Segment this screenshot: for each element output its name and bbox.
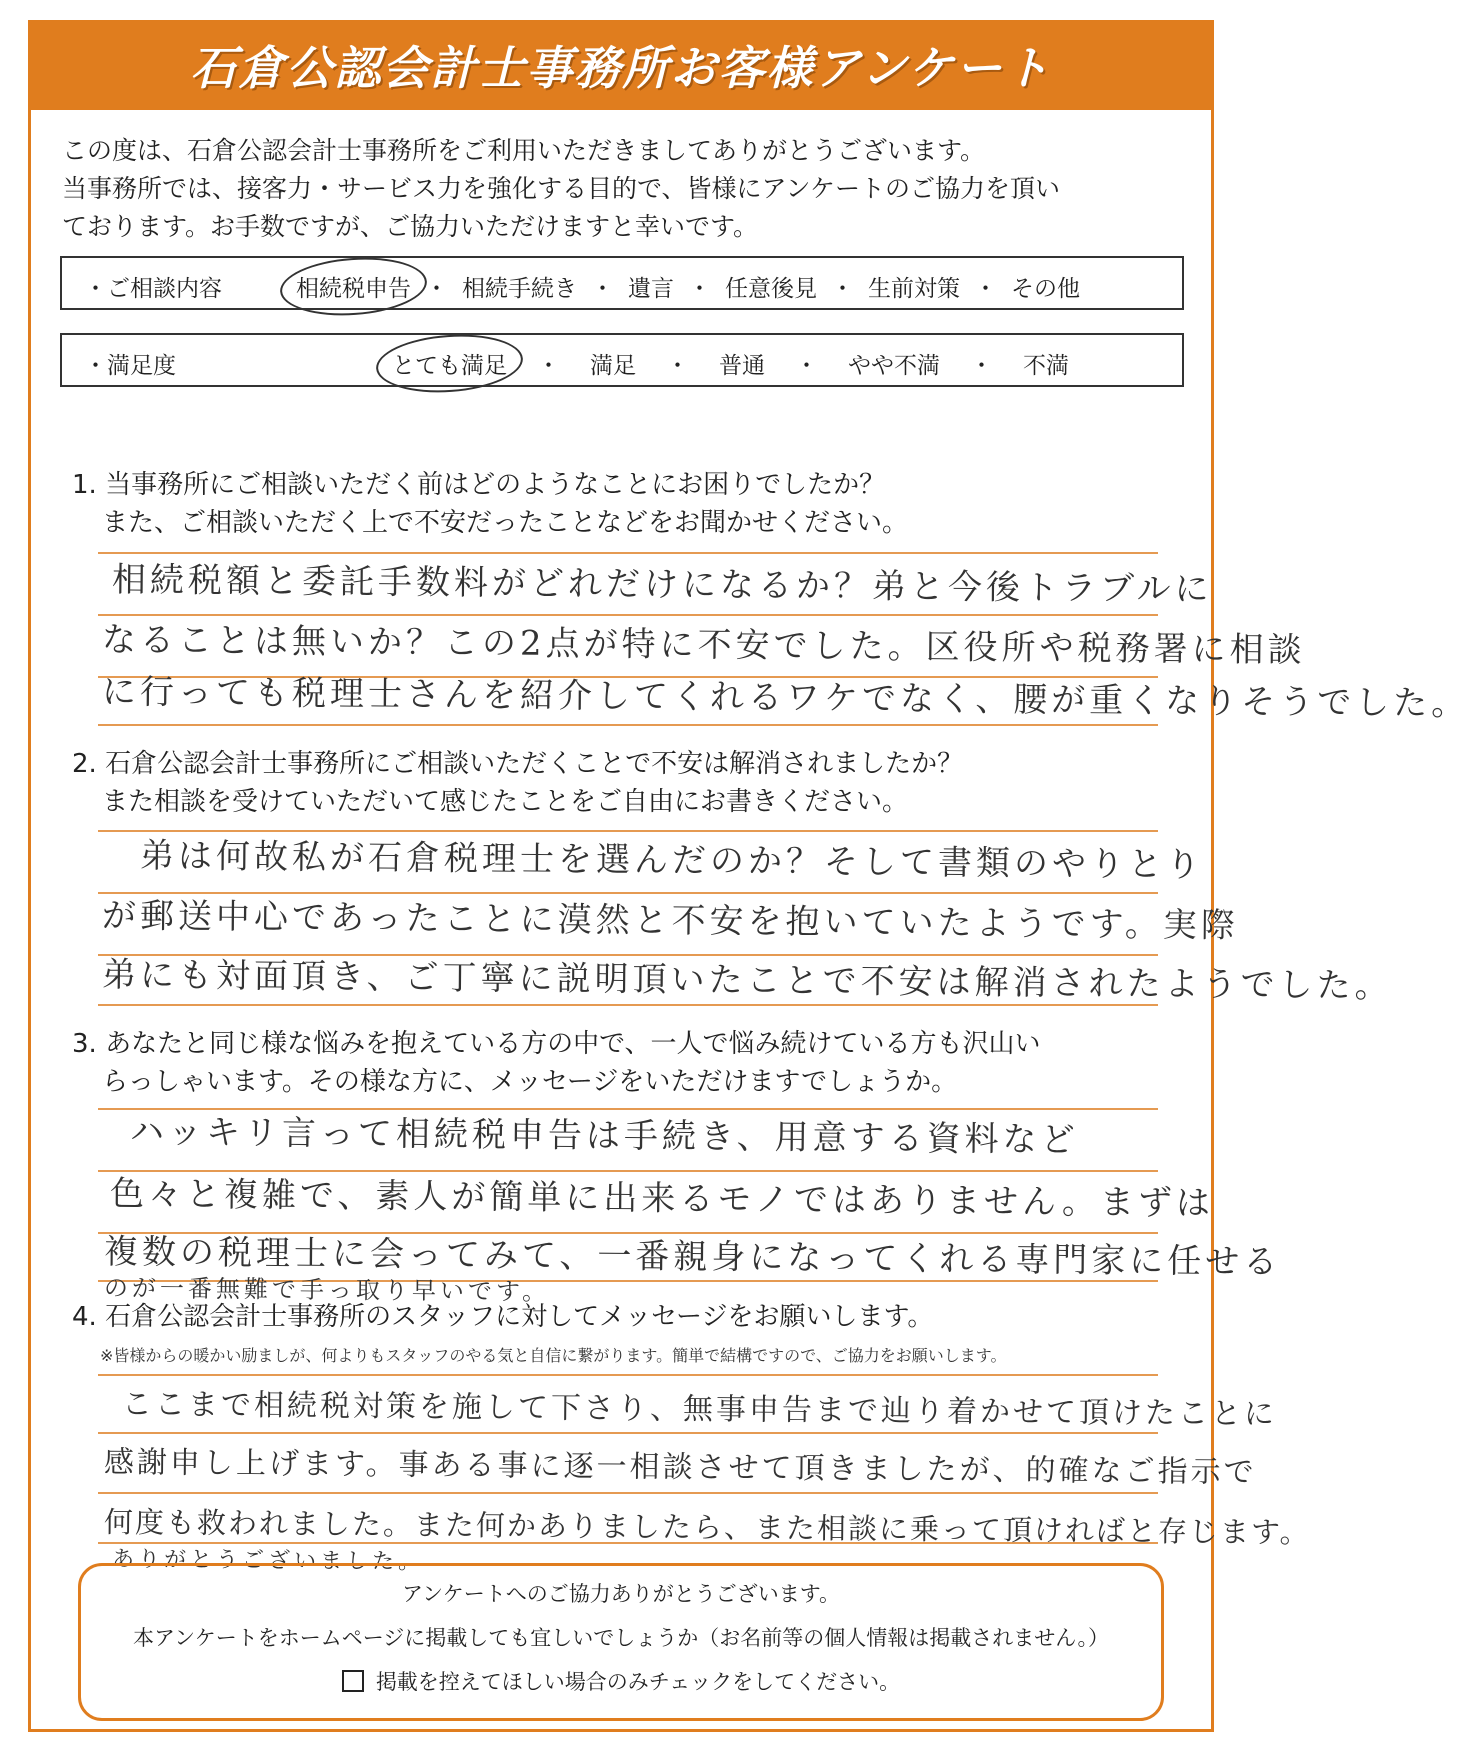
question-2 <box>72 745 963 821</box>
answer-4-line: ありがとうございました。 <box>111 1547 425 1575</box>
intro-line: 当事務所では、接客力・サービス力を強化する目的で、皆様にアンケートのご協力を頂い <box>62 174 1061 203</box>
answer-rule <box>98 614 1158 616</box>
answer-4-line: ここまで相続税対策を施して下さり、無事申告まで辿り着かせて頂けたことに <box>121 1387 1278 1433</box>
answer-3-line: 色々と複雑で、素人が簡単に出来るモノではありません。まずは <box>109 1174 1215 1224</box>
answer-4-line: 何度も救われました。また何かありましたら、また相談に乗って頂ければと存じます。 <box>103 1505 1311 1550</box>
footer-thanks: アンケートへのご協力ありがとうございます。 <box>401 1582 841 1606</box>
question-text: らっしゃいます。その様な方に、メッセージをいただけますでしょうか。 <box>102 1067 958 1097</box>
opt-out-label: 掲載を控えてほしい場合のみチェックをしてください。 <box>375 1670 901 1694</box>
satisfaction-label: ・満足度 <box>84 353 176 379</box>
answer-rule <box>98 1004 1158 1006</box>
consultation-option-selected[interactable]: 相続税申告 <box>296 270 411 303</box>
consultation-options: 相続税申告 ・ 相続手続き ・ 遺言 ・ 任意後見 ・ 生前対策 ・ その他 <box>296 270 1080 303</box>
satisfaction-option[interactable]: 不満 <box>1023 353 1069 379</box>
question-3 <box>72 1025 1041 1101</box>
answer-2-line: 弟にも対面頂き、ご丁寧に説明頂いたことで不安は解消されたようでした。 <box>101 955 1393 1007</box>
consultation-option[interactable]: 生前対策 <box>868 276 960 302</box>
question-4-note: ※皆様からの暖かい励ましが、何よりもスタッフのやる気と自信に繋がります。簡単で結構ですので、ご協力をお願いします。 <box>100 1346 1007 1365</box>
answer-1-line: 相続税額と委託手数料がどれだけになるか？弟と今後トラブルに <box>111 560 1213 610</box>
question-text: 3. あなたと同じ様な悩みを抱えている方の中で、一人で悩み続けている方も沢山い <box>72 1029 1041 1059</box>
intro-text <box>62 132 1182 246</box>
question-4 <box>72 1298 933 1336</box>
question-text: 4. 石倉公認会計士事務所のスタッフに対してメッセージをお願いします。 <box>72 1302 934 1332</box>
satisfaction-box <box>60 333 1184 387</box>
answer-rule <box>98 1108 1158 1110</box>
footer-opt-out <box>81 1666 1161 1696</box>
satisfaction-option[interactable]: 普通 <box>719 353 765 379</box>
question-text: 1. 当事務所にご相談いただく前はどのようなことにお困りでしたか？ <box>72 470 886 500</box>
satisfaction-options: とても満足 ・ 満足 ・ 普通 ・ やや不満 ・ 不満 <box>392 347 1069 380</box>
answer-rule <box>98 1170 1158 1172</box>
answer-1-line: なることは無いか？この2点が特に不安でした。区役所や税務署に相談 <box>101 620 1306 671</box>
satisfaction-option[interactable]: 満足 <box>590 353 636 379</box>
answer-rule <box>98 552 1158 554</box>
answer-3-line: ハッキリ言って相続税申告は手続き、用意する資料など <box>129 1112 1079 1161</box>
answer-3-line: のが一番無難で手っ取り早いです。 <box>103 1274 551 1306</box>
footer-box <box>78 1563 1164 1721</box>
consultation-box <box>60 256 1184 310</box>
answer-rule <box>98 1374 1158 1376</box>
footer-question: 本アンケートをホームページに掲載しても宜しいでしょうか（お名前等の個人情報は掲載されません。） <box>132 1626 1110 1650</box>
consultation-option[interactable]: 相続手続き <box>462 276 577 302</box>
opt-out-checkbox[interactable] <box>342 1670 364 1692</box>
consultation-option[interactable]: 遺言 <box>628 276 674 302</box>
page-title: 石倉公認会計士事務所お客様アンケート <box>190 41 1052 95</box>
question-text: 2. 石倉公認会計士事務所にご相談いただくことで不安は解消されましたか？ <box>72 749 964 779</box>
answer-3-line: 複数の税理士に会ってみて、一番親身になってくれる専門家に任せる <box>103 1232 1282 1283</box>
answer-rule <box>98 892 1158 894</box>
question-text: また相談を受けていただいて感じたことをご自由にお書きください。 <box>102 787 909 817</box>
satisfaction-option[interactable]: やや不満 <box>848 353 940 379</box>
answer-2-line: 弟は何故私が石倉税理士を選んだのか？そして書類のやりとり <box>139 836 1205 886</box>
intro-line: この度は、石倉公認会計士事務所をご利用いただきましてありがとうございます。 <box>62 136 986 165</box>
answer-4-line: 感謝申し上げます。事ある事に逐一相談させて頂きましたが、的確なご指示で <box>103 1445 1257 1491</box>
answer-rule <box>98 1492 1158 1494</box>
answer-1-line: に行っても税理士さんを紹介してくれるワケでなく、腰が重くなりそうでした。 <box>101 672 1469 724</box>
satisfaction-option-selected[interactable]: とても満足 <box>392 347 507 380</box>
consultation-label: ・ご相談内容 <box>84 276 222 302</box>
intro-line: ております。お手数ですが、ご協力いただけますと幸いです。 <box>62 212 759 241</box>
answer-2-line: が郵送中心であったことに漠然と不安を抱いていたようです。実際 <box>101 896 1240 946</box>
answer-rule <box>98 724 1158 726</box>
consultation-option[interactable]: その他 <box>1011 276 1080 302</box>
question-text: また、ご相談いただく上で不安だったことなどをお聞かせください。 <box>102 508 909 538</box>
answer-rule <box>98 830 1158 832</box>
question-1 <box>72 466 908 542</box>
consultation-option[interactable]: 任意後見 <box>725 276 817 302</box>
